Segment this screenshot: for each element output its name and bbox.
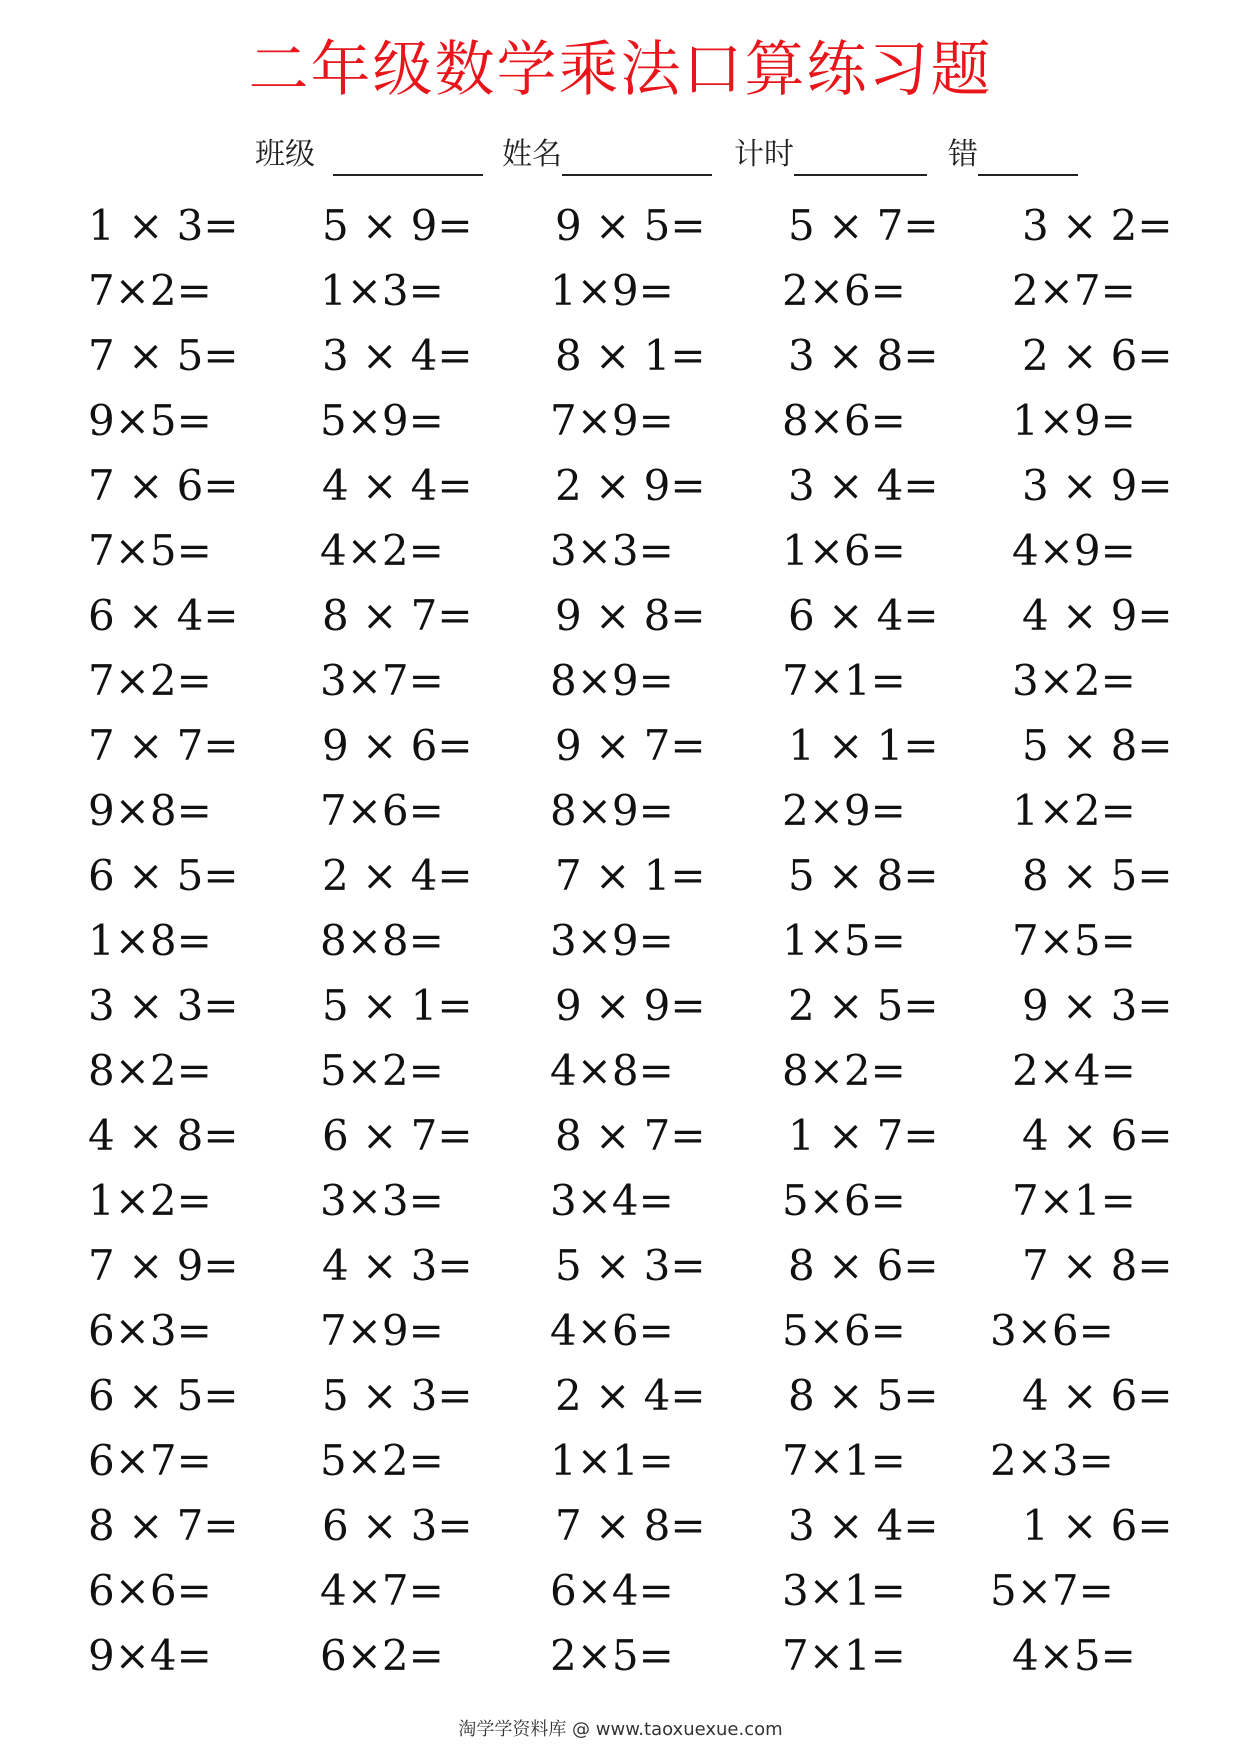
problem-item: 3 × 3= [88, 981, 239, 1030]
problem-row [0, 846, 1241, 911]
problem-item: 7×1= [1012, 1176, 1136, 1225]
problem-item: 6 × 5= [88, 851, 239, 900]
problem-item: 7 × 1= [555, 851, 706, 900]
problem-item: 9 × 8= [555, 591, 706, 640]
problem-item: 1×6= [782, 526, 906, 575]
problem-item: 2×4= [1012, 1046, 1136, 1095]
problem-item: 7×1= [782, 1436, 906, 1485]
problem-item: 3×7= [320, 656, 444, 705]
problem-item: 7×5= [88, 526, 212, 575]
problem-item: 3 × 9= [1022, 461, 1173, 510]
problem-row [0, 1236, 1241, 1301]
problem-item: 2×5= [550, 1631, 674, 1680]
problem-row [0, 911, 1241, 976]
class-blank[interactable] [333, 140, 483, 176]
problem-item: 4 × 4= [322, 461, 473, 510]
problem-item: 3×6= [990, 1306, 1114, 1355]
problem-item: 1×2= [88, 1176, 212, 1225]
problem-item: 2 × 9= [555, 461, 706, 510]
problem-row [0, 1106, 1241, 1171]
problem-item: 1 × 3= [88, 201, 239, 250]
problem-row [0, 261, 1241, 326]
problem-item: 7×9= [550, 396, 674, 445]
problem-item: 7 × 7= [88, 721, 239, 770]
problem-item: 5×2= [320, 1046, 444, 1095]
problem-item: 8×9= [550, 786, 674, 835]
problem-item: 4×2= [320, 526, 444, 575]
problem-item: 6×6= [88, 1566, 212, 1615]
problem-row [0, 456, 1241, 521]
problem-item: 8×9= [550, 656, 674, 705]
problem-row [0, 1366, 1241, 1431]
problem-item: 6×4= [550, 1566, 674, 1615]
problem-row [0, 976, 1241, 1041]
problem-item: 9 × 9= [555, 981, 706, 1030]
problem-item: 5×9= [320, 396, 444, 445]
errors-label: 错 [948, 137, 978, 172]
name-label: 姓名 [502, 137, 562, 172]
problem-item: 9 × 5= [555, 201, 706, 250]
problem-item: 4×9= [1012, 526, 1136, 575]
problem-row [0, 1431, 1241, 1496]
problem-item: 6×3= [88, 1306, 212, 1355]
problem-item: 5 × 8= [1022, 721, 1173, 770]
problem-item: 9×5= [88, 396, 212, 445]
footer-watermark: 淘学学资料库 @ www.taoxuexue.com [458, 1719, 783, 1740]
problem-item: 7 × 8= [555, 1501, 706, 1550]
problem-row [0, 196, 1241, 261]
problem-item: 1 × 6= [1022, 1501, 1173, 1550]
problem-item: 7×5= [1012, 916, 1136, 965]
problem-item: 2×9= [782, 786, 906, 835]
problem-item: 2×7= [1012, 266, 1136, 315]
problem-item: 6 × 7= [322, 1111, 473, 1160]
problem-item: 8 × 7= [88, 1501, 239, 1550]
problem-row [0, 521, 1241, 586]
errors-field [948, 134, 1078, 176]
problem-item: 2×6= [782, 266, 906, 315]
problem-item: 7×1= [782, 656, 906, 705]
problem-item: 3 × 4= [788, 461, 939, 510]
problem-item: 5×6= [782, 1176, 906, 1225]
class-label: 班级 [255, 137, 315, 172]
problem-item: 7×9= [320, 1306, 444, 1355]
problem-item: 7 × 8= [1022, 1241, 1173, 1290]
problem-item: 5 × 8= [788, 851, 939, 900]
problem-item: 5×2= [320, 1436, 444, 1485]
problem-item: 4×7= [320, 1566, 444, 1615]
problem-item: 2 × 4= [555, 1371, 706, 1420]
problem-item: 1×9= [1012, 396, 1136, 445]
problem-item: 7 × 6= [88, 461, 239, 510]
class-field [255, 134, 483, 176]
problem-item: 1×2= [1012, 786, 1136, 835]
problem-item: 3×3= [550, 526, 674, 575]
problem-item: 7×2= [88, 266, 212, 315]
problem-row [0, 716, 1241, 781]
problem-item: 7 × 5= [88, 331, 239, 380]
problem-item: 7 × 9= [88, 1241, 239, 1290]
problem-item: 3 × 4= [788, 1501, 939, 1550]
problem-row [0, 586, 1241, 651]
problem-item: 8 × 7= [555, 1111, 706, 1160]
problem-item: 1 × 1= [788, 721, 939, 770]
problem-item: 3 × 4= [322, 331, 473, 380]
problem-row [0, 781, 1241, 846]
problem-item: 1×8= [88, 916, 212, 965]
errors-blank[interactable] [978, 140, 1078, 176]
problem-item: 7×2= [88, 656, 212, 705]
problem-item: 7×1= [782, 1631, 906, 1680]
time-blank[interactable] [794, 140, 927, 176]
problem-item: 5×6= [782, 1306, 906, 1355]
time-label: 计时 [734, 137, 794, 172]
problem-row [0, 1626, 1241, 1691]
problem-item: 5×7= [990, 1566, 1114, 1615]
problem-row [0, 1561, 1241, 1626]
problem-row [0, 1171, 1241, 1236]
problem-item: 3×4= [550, 1176, 674, 1225]
student-info-line [0, 134, 1241, 184]
problem-item: 8×8= [320, 916, 444, 965]
problem-item: 4 × 9= [1022, 591, 1173, 640]
problem-item: 8×6= [782, 396, 906, 445]
problem-item: 1×5= [782, 916, 906, 965]
problem-item: 3×9= [550, 916, 674, 965]
time-field [734, 134, 927, 176]
problem-item: 3×2= [1012, 656, 1136, 705]
problem-item: 6 × 5= [88, 1371, 239, 1420]
problem-item: 1×3= [320, 266, 444, 315]
problem-item: 7×6= [320, 786, 444, 835]
problem-item: 8 × 6= [788, 1241, 939, 1290]
problem-item: 2 × 4= [322, 851, 473, 900]
problem-item: 6 × 3= [322, 1501, 473, 1550]
problem-item: 3×1= [782, 1566, 906, 1615]
problem-item: 1×9= [550, 266, 674, 315]
problem-item: 5 × 3= [555, 1241, 706, 1290]
name-blank[interactable] [562, 140, 712, 176]
problem-item: 6×2= [320, 1631, 444, 1680]
problem-item: 3×3= [320, 1176, 444, 1225]
problem-item: 2 × 6= [1022, 331, 1173, 380]
problem-item: 4×8= [550, 1046, 674, 1095]
problem-item: 9 × 6= [322, 721, 473, 770]
problem-item: 8×2= [88, 1046, 212, 1095]
problem-item: 3 × 8= [788, 331, 939, 380]
problem-item: 4 × 6= [1022, 1111, 1173, 1160]
problem-item: 8 × 1= [555, 331, 706, 380]
problem-item: 8×2= [782, 1046, 906, 1095]
problem-item: 9 × 7= [555, 721, 706, 770]
problem-item: 8 × 7= [322, 591, 473, 640]
problem-row [0, 1496, 1241, 1561]
problem-item: 1 × 7= [788, 1111, 939, 1160]
problem-item: 9 × 3= [1022, 981, 1173, 1030]
problem-item: 6 × 4= [88, 591, 239, 640]
problem-item: 8 × 5= [788, 1371, 939, 1420]
problem-row [0, 391, 1241, 456]
problem-row [0, 1041, 1241, 1106]
problem-item: 8 × 5= [1022, 851, 1173, 900]
problem-item: 6×7= [88, 1436, 212, 1485]
problem-row [0, 651, 1241, 716]
problem-item: 9×4= [88, 1631, 212, 1680]
problem-item: 9×8= [88, 786, 212, 835]
problem-item: 4 × 8= [88, 1111, 239, 1160]
problem-item: 6 × 4= [788, 591, 939, 640]
problem-item: 2×3= [990, 1436, 1114, 1485]
problem-item: 5 × 1= [322, 981, 473, 1030]
problem-item: 4×5= [1012, 1631, 1136, 1680]
problem-item: 5 × 7= [788, 201, 939, 250]
problem-item: 4 × 3= [322, 1241, 473, 1290]
problem-item: 3 × 2= [1022, 201, 1173, 250]
problem-row [0, 326, 1241, 391]
problem-item: 5 × 3= [322, 1371, 473, 1420]
problem-item: 4×6= [550, 1306, 674, 1355]
worksheet-title: 二年级数学乘法口算练习题 [248, 35, 993, 105]
name-field [502, 134, 712, 176]
problem-item: 1×1= [550, 1436, 674, 1485]
problem-item: 5 × 9= [322, 201, 473, 250]
problem-item: 4 × 6= [1022, 1371, 1173, 1420]
problem-item: 2 × 5= [788, 981, 939, 1030]
problem-grid [0, 196, 1241, 1691]
problem-row [0, 1301, 1241, 1366]
